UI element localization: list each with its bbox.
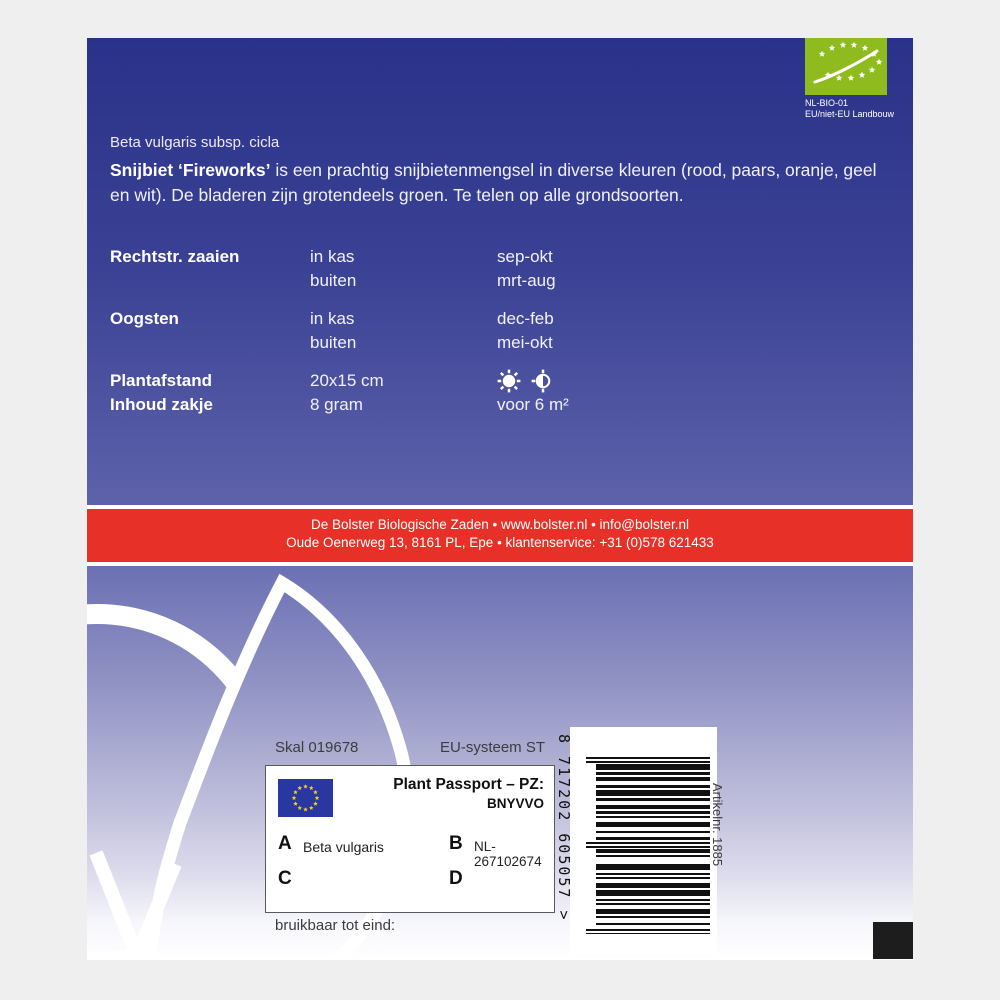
half-sun-icon bbox=[531, 369, 555, 393]
top-section bbox=[87, 38, 913, 505]
eu-system-label: EU-systeem ST bbox=[439, 739, 545, 756]
growing-info-table bbox=[110, 245, 750, 417]
contact-banner bbox=[87, 509, 913, 562]
field-b-value: NL-267102674 bbox=[474, 839, 542, 869]
field-a-value: Beta vulgaris bbox=[303, 839, 384, 855]
eu-organic-leaf-icon bbox=[805, 38, 887, 95]
bottom-section bbox=[87, 566, 913, 960]
contact-line-1: De Bolster Biologische Zaden • www.bolster.nl • info@bolster.nl bbox=[310, 517, 690, 532]
full-sun-icon bbox=[497, 369, 521, 393]
bio-code: NL-BIO-01 bbox=[805, 98, 849, 108]
plant-passport-box bbox=[265, 765, 555, 913]
print-registration-mark bbox=[873, 922, 913, 959]
barcode-number: 8 717202 605057 > bbox=[555, 734, 573, 922]
table-row: Plantafstand 20x15 cm bbox=[110, 369, 750, 393]
contact-line-2: Oude Oenerweg 13, 8161 PL, Epe • klantenservice: +31 (0)578 621433 bbox=[286, 535, 714, 550]
variety-description: Snijbiet ‘Fireworks’ is een prachtig snijbietenmengsel in diverse kleuren (rood, paars, oranje, geel en wit). De bladeren zijn grotendeels groen. Te telen op alle grondsoorten. bbox=[110, 160, 877, 205]
barcode bbox=[555, 727, 717, 955]
field-a-label: A bbox=[278, 833, 292, 854]
passport-code: BNYVVO bbox=[486, 796, 544, 811]
article-number: Artikelnr. 1885 bbox=[710, 783, 725, 867]
bio-origin: EU/niet-EU Landbouw bbox=[805, 109, 895, 119]
variety-name: Snijbiet ‘Fireworks’ bbox=[110, 160, 271, 180]
barcode-bars bbox=[586, 757, 710, 934]
valid-until-label: bruikbaar tot eind: bbox=[275, 917, 396, 934]
field-d-label: D bbox=[449, 868, 463, 889]
table-row: Oogsten in kas dec-feb bbox=[110, 309, 554, 328]
field-b-label: B bbox=[449, 833, 463, 854]
table-row: Rechtstr. zaaien in kas sep-okt bbox=[110, 247, 553, 266]
botanical-name: Beta vulgaris subsp. cicla bbox=[110, 134, 280, 151]
eu-organic-certification bbox=[805, 38, 913, 120]
packet-label bbox=[87, 38, 913, 960]
field-c-label: C bbox=[278, 868, 292, 889]
passport-title: Plant Passport – PZ: bbox=[393, 776, 544, 793]
table-row: buiten mei-okt bbox=[310, 333, 553, 352]
eu-flag-icon bbox=[278, 779, 333, 817]
skal-number: Skal 019678 bbox=[275, 739, 359, 756]
table-row: buiten mrt-aug bbox=[310, 271, 556, 290]
table-row: Inhoud zakje 8 gram voor 6 m² bbox=[110, 395, 569, 414]
